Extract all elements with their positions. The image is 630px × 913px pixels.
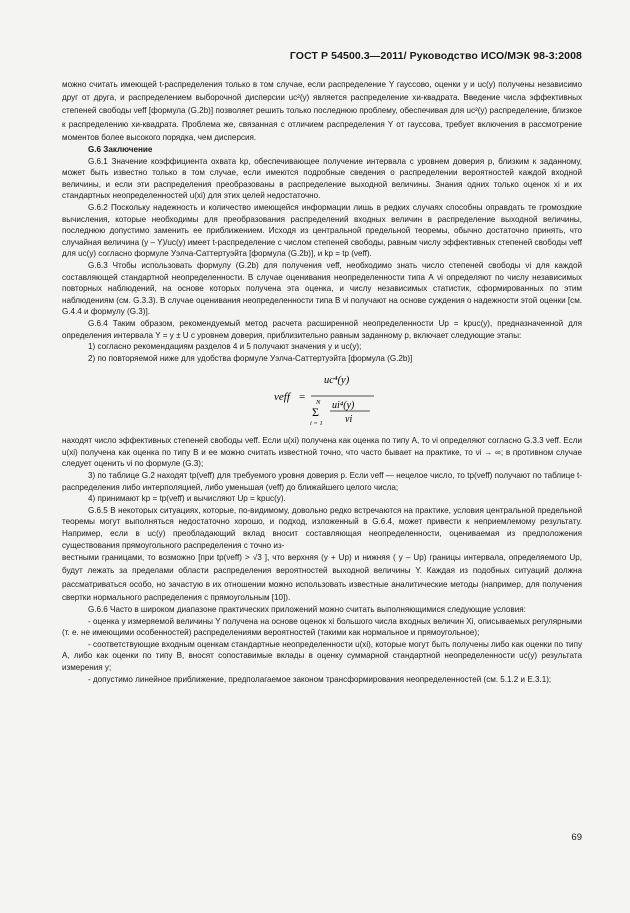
page-body bbox=[62, 78, 582, 685]
formula-sum-top: N bbox=[316, 399, 321, 407]
bullet-1: - оценка y измеряемой величины Y получена на основе оценок xi большого числа входных величин Xi, описываемых регулярными (т. е. не имеющими особенностей) распределениями вероятностей (такими как нормальное и прямоугольное); bbox=[62, 616, 582, 638]
step-4: 4) принимают kp = tp(νeff) и вычисляют Up = kpuc(y). bbox=[88, 494, 286, 504]
paragraph-g65b: вестными границами, то возможно [при tp(νeff) > √3 ], что верхняя (y + Up) и нижняя ( y – Up) границы интервала, определяемого Up, будут лежать за пределами области распределения вероятностей выходной величины Y. Каждая из подобных ситуаций должна рассматриваться особо, но зачастую в их отношении можно использовать известные аналитические методы (например, для получения свертки нормального распределения с прямоугольным [10]). bbox=[62, 553, 582, 602]
page-number: 69 bbox=[571, 832, 582, 843]
bullet-3: - допустимо линейное приближение, предполагаемое законом трансформирования неопределенностей (см. 5.1.2 и Е.3.1); bbox=[88, 674, 552, 684]
paragraph-g66: G.6.6 Часто в широком диапазоне практических приложений можно считать выполняющимися следующие условия: bbox=[88, 605, 526, 615]
paragraph-intro: можно считать имеющей t-распределения только в том случае, если распределение Y гауссово, оценки y и uc(y) получены независимо друг от друга, и распределением выборочной дисперсии uc²(y) является распределение хи-квадрата. Введение числа эффективных степеней свободы νeff [формула (G.2b)] позволяет решить только последнюю проблему, обеспечивая для uc²(y) распределение, близкое к распределению хи-квадрата. Проблема же, связанная с отличием распределения Y от гауссова, требует включения в рассмотрение моментов более высокого порядка, чем дисперсия. bbox=[62, 80, 582, 142]
formula-numerator: uc⁴(y) bbox=[324, 375, 350, 387]
bullet-2: - соответствующие входным оценкам стандартные неопределенности u(xi), которые могут быть получены либо как оценки по типу А, либо как оценки по типу В, вносят сопоставимые вклады в оценку суммарной стандартной неопределенности uc(y) результата измерения y; bbox=[62, 639, 582, 673]
formula-sum-bottom: i = 1 bbox=[310, 420, 323, 428]
paragraph-find-nu: находят число эффективных степеней свободы νeff. Если u(xi) получена как оценка по типу А, то νi определяют согласно G.3.3 νeff. Если u(xi) получена как оценка по типу В и ее можно считать известной точно, что часто бывает на практике, то νi → ∞; в противном случае следует оценить νi по формуле (G.3); bbox=[62, 436, 582, 469]
paragraph-g65a: G.6.5 В некоторых ситуациях, которые, по-видимому, довольно редко встречаются на практике, условия центральной предельной теоремы могут выполняться недостаточно хорошо, и подход, изложенный в G.6.4, может привести к неприемлемому результату. Например, если в uc(y) преобладающий вклад вносит составляющая неопределенности, оцениваемая из предположения существования прямоугольного распределения с точно из- bbox=[62, 505, 582, 550]
formula-denominator-denominator: νi bbox=[345, 414, 353, 426]
formula-graphic bbox=[62, 367, 582, 429]
paragraph-g61: G.6.1 Значение коэффициента охвата kp, обеспечивающее получение интервала с уровнем доверия p, близким к заданному, может быть известно только в том случае, если имеются подробные сведения о распределении вероятностей каждой входной величины, и если эти распределения преобразованы в распределение выходной величины. Знания одних только оценок xi и их стандартных неопределенностей u(xi) для этих целей недостаточно. bbox=[62, 156, 582, 201]
formula-equals: = bbox=[299, 391, 306, 404]
formula-lhs: νeff bbox=[274, 391, 290, 404]
paragraph-g62: G.6.2 Поскольку надежность и количество имеющейся информации лишь в редких случаях способны оправдать те громоздкие вычисления, которые необходимы для преобразования распределений входных величин в распределение выходной величины, последнюю допустимо заменить ее приближением. Исходя из центральной предельной теоремы, обычно достаточно принять, что случайная величина (y – Y)/uc(y) имеет t-распределение с числом степеней свободы, равным числу эффективных степеней свободы νeff для uc(y) согласно формуле Уэлча-Саттертуэйта [формула (G.2b)], и kp = tp (νeff). bbox=[62, 202, 582, 259]
step-1: 1) согласно рекомендациям разделов 4 и 5 получают значения y и uc(y); bbox=[88, 342, 362, 352]
section-title: G.6 Заключение bbox=[88, 145, 153, 155]
welch-satterthwaite-formula bbox=[62, 367, 582, 429]
step-3: 3) по таблице G.2 находят tp(νeff) для требуемого уровня доверия p. Если νeff — нецелое число, то tp(νeff) получают по таблице t-распределения либо интерполяцией, либо уменьшая (νeff) до ближайшего целого числа; bbox=[62, 471, 582, 492]
formula-denominator-numerator: ui⁴(y) bbox=[332, 400, 355, 412]
step-2: 2) по повторяемой ниже для удобства формуле Уэлча-Саттертуэйта [формула (G.2b)] bbox=[88, 353, 413, 363]
paragraph-g63: G.6.3 Чтобы использовать формулу (G.2b) для получения νeff, необходимо знать число степеней свободы νi для каждой составляющей стандартной неопределенности. В случае оценивания неопределенности типа А νi определяют по числу независимых повторных наблюдений, на основе которых получена эта оценка, и числу независимых статистик, сформированных по этим наблюдениям (см. G.3.3). В случае оценивания неопределенности типа В νi получают на основе суждения о надежности этой оценки [см. G.4.4 и формулу (G.3)]. bbox=[62, 260, 583, 317]
formula-sum-sign: Σ bbox=[312, 405, 319, 420]
paragraph-g64: G.6.4 Таким образом, рекомендуемый метод расчета расширенной неопределенности Up = kpuc(y), предназначенной для определения интервала Y = y ± U с уровнем доверия, приблизительно равным заданному p, включает следующие этапы: bbox=[62, 318, 582, 340]
page-header: ГОСТ Р 54500.3—2011/ Руководство ИСО/МЭК 98-3:2008 bbox=[289, 50, 582, 62]
